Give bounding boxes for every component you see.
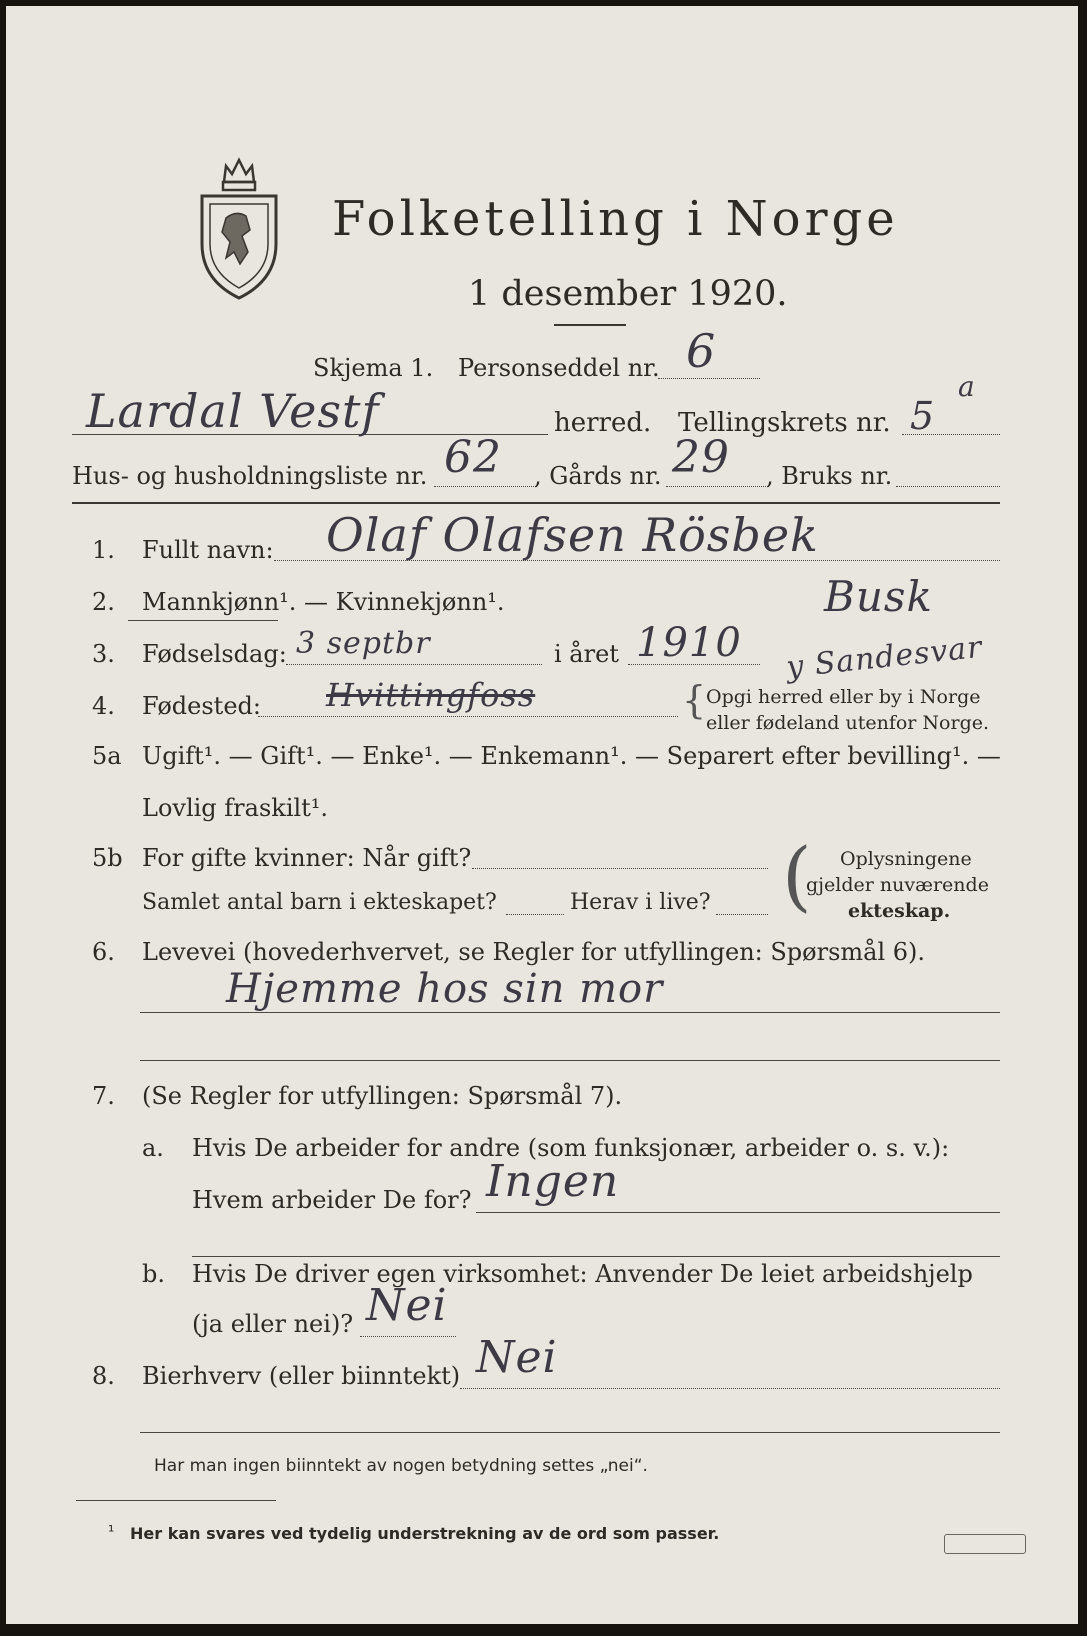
- header-divider: [72, 502, 1000, 504]
- q2-number: 2.: [92, 588, 115, 616]
- form-subtitle: 1 desember 1920.: [468, 274, 788, 314]
- q4-note-line1: Opgi herred eller by i Norge: [706, 686, 981, 708]
- form-title: Folketelling i Norge: [332, 191, 899, 247]
- hus-label: Hus- og husholdningsliste nr.: [72, 462, 428, 490]
- q5b-alive-line: [716, 914, 768, 915]
- q1-value: Olaf Olafsen Rösbek: [326, 508, 819, 562]
- q6-label: Levevei (hovederhvervet, se Regler for utfyllingen: Spørsmål 6).: [142, 938, 926, 966]
- q7a-answer-line: [476, 1212, 1000, 1213]
- q7a-answer-line2: [192, 1256, 1000, 1257]
- q6-value: Hjemme hos sin mor: [226, 966, 664, 1012]
- gards-label: , Gårds nr.: [534, 462, 662, 490]
- q6-number: 6.: [92, 938, 115, 966]
- title-divider: [554, 324, 626, 326]
- q5b-line2: Samlet antal barn i ekteskapet?: [142, 890, 497, 915]
- bruks-label: , Bruks nr.: [766, 462, 893, 490]
- q7-number: 7.: [92, 1082, 115, 1110]
- personseddel-line: [658, 378, 760, 379]
- q7b-answer-line: [360, 1336, 456, 1337]
- tellingskrets-value: 5: [910, 394, 936, 438]
- q3-birthplace-note: y Sandesvar: [784, 629, 985, 686]
- personseddel-value: 6: [686, 324, 717, 378]
- gards-value: 29: [672, 432, 730, 483]
- footnote-divider: [76, 1500, 276, 1501]
- footnote-mark: ¹: [108, 1522, 115, 1541]
- q5b-note-line2: gjelder nuværende: [806, 874, 989, 896]
- q7-label: (Se Regler for utfyllingen: Spørsmål 7).: [142, 1082, 623, 1110]
- q5b-note-line3: ekteskap.: [848, 900, 951, 922]
- q7b-value: Nei: [366, 1280, 448, 1331]
- q3-label: Fødselsdag:: [142, 640, 287, 668]
- biinntekt-note: Har man ingen biinntekt av nogen betydning settes „nei“.: [154, 1456, 648, 1476]
- q7a-value: Ingen: [486, 1156, 620, 1207]
- q5a-line1: Ugift¹. — Gift¹. — Enke¹. — Enkemann¹. — Separert efter bevilling¹. —: [142, 742, 1001, 770]
- q6-answer-line1: [140, 1012, 1000, 1013]
- q3-year-value: 1910: [636, 620, 742, 666]
- q3-number: 3.: [92, 640, 115, 668]
- q5a-line2: Lovlig fraskilt¹.: [142, 794, 329, 822]
- skjema-label: Skjema 1.: [313, 354, 434, 382]
- q3-year-label: i året: [554, 640, 619, 668]
- q4-line: [258, 716, 678, 717]
- q8-answer-line: [460, 1388, 1000, 1389]
- q5b-children-line: [506, 914, 564, 915]
- q5b-alive-label: Herav i live?: [570, 890, 711, 915]
- printer-mark: [944, 1534, 1026, 1554]
- q4-number: 4.: [92, 692, 115, 720]
- q8-label: Bierhverv (eller biinntekt): [142, 1362, 461, 1390]
- q5b-line1: For gifte kvinner: Når gift?: [142, 844, 472, 872]
- q7a-line1: Hvis De arbeider for andre (som funksjonær, arbeider o. s. v.):: [192, 1134, 950, 1162]
- hus-line: [434, 486, 536, 487]
- q5b-number: 5b: [92, 844, 123, 872]
- q7b-letter: b.: [142, 1260, 165, 1288]
- q5b-note-line1: Oplysningene: [840, 848, 972, 870]
- q8-value: Nei: [476, 1332, 558, 1383]
- q2-underline: [128, 620, 278, 621]
- herred-label: herred.: [554, 408, 652, 438]
- q2-label: Mannkjønn¹. — Kvinnekjønn¹.: [142, 588, 505, 616]
- q4-value: Hvittingfoss: [326, 676, 536, 714]
- census-form-page: [6, 6, 1078, 1624]
- q1-value-addition: Busk: [824, 572, 933, 621]
- q6-answer-line2: [140, 1060, 1000, 1061]
- tellingskrets-suffix: a: [958, 370, 976, 403]
- q7b-line2: (ja eller nei)?: [192, 1310, 354, 1338]
- q5b-married-line: [472, 868, 768, 869]
- q4-note-brace: {: [682, 678, 707, 722]
- q7b-line1: Hvis De driver egen virksomhet: Anvender De leiet arbeidshjelp: [192, 1260, 973, 1288]
- q5a-number: 5a: [92, 742, 122, 770]
- coat-of-arms-icon: [196, 152, 282, 302]
- footnote-text: Her kan svares ved tydelig understrekning av de ord som passer.: [130, 1524, 720, 1543]
- hus-value: 62: [444, 432, 502, 483]
- q8-number: 8.: [92, 1362, 115, 1390]
- q3-value: 3 septbr: [296, 626, 431, 661]
- q4-label: Fødested:: [142, 692, 261, 720]
- q1-label: Fullt navn:: [142, 536, 274, 564]
- gards-line: [666, 486, 766, 487]
- q7a-line2: Hvem arbeider De for?: [192, 1186, 472, 1214]
- q3-line: [286, 664, 542, 665]
- q5b-note-brace: (: [782, 831, 812, 920]
- q4-note-line2: eller fødeland utenfor Norge.: [706, 712, 990, 734]
- q8-answer-line2: [140, 1432, 1000, 1433]
- tellingskrets-label: Tellingskrets nr.: [678, 408, 891, 438]
- personseddel-label: Personseddel nr.: [458, 354, 660, 382]
- herred-value: Lardal Vestf: [86, 384, 380, 438]
- bruks-line: [896, 486, 1000, 487]
- q1-number: 1.: [92, 536, 115, 564]
- q7a-letter: a.: [142, 1134, 164, 1162]
